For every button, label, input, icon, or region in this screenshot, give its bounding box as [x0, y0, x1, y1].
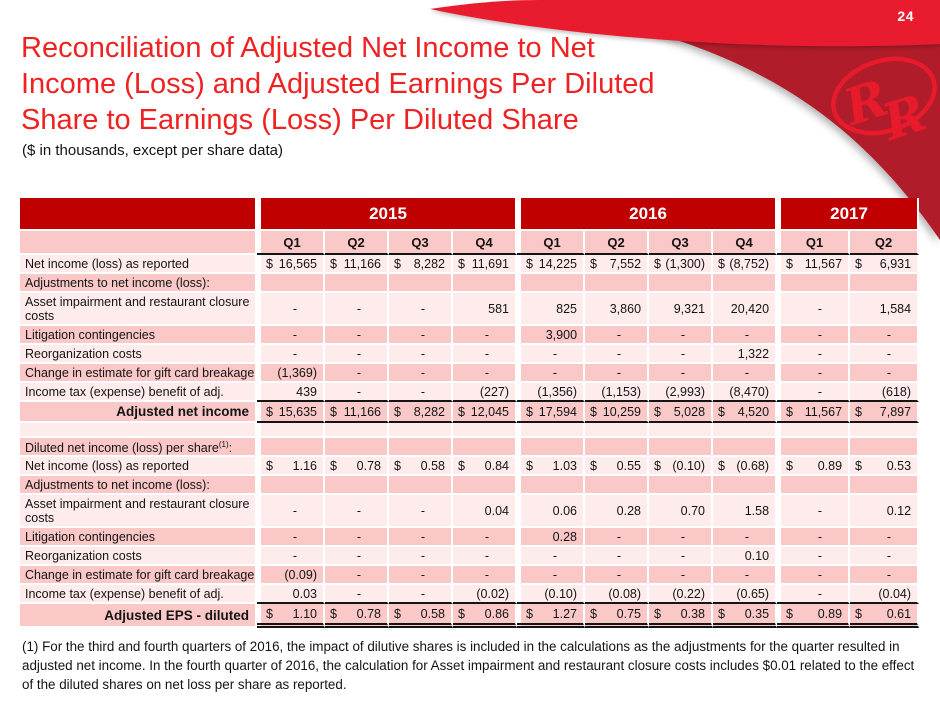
table-cell: 581 [453, 293, 517, 326]
table-cell [453, 423, 517, 438]
table-cell: - [649, 364, 713, 383]
table-cell [325, 423, 389, 438]
table-cell: - [713, 364, 777, 383]
table-cell: 0.70 [649, 495, 713, 528]
table-cell: (1,153) [585, 383, 649, 402]
table-cell: - [261, 547, 325, 566]
financial-table [20, 198, 919, 628]
table-cell: - [389, 547, 453, 566]
table-cell: - [850, 566, 919, 585]
table-cell [781, 423, 850, 438]
footnote: (1) For the third and fourth quarters of 2016, the impact of dilutive shares is included in the calculations as the adjustments for the quarter resulted in adjusted net income. In the fourth quarter of 2016, the calculation for Asset impairment and restaurant closure costs includes $0.01 related to the effect of the diluted shares on net loss per share as reported. [22, 639, 915, 692]
table-cell: (8,470) [713, 383, 777, 402]
table-cell [713, 423, 777, 438]
table-cell [649, 438, 713, 457]
table-cell: $ 0.55 [585, 457, 649, 476]
table-cell: - [781, 326, 850, 345]
table-cell [521, 274, 585, 293]
table-cell: $ 12,045 [453, 402, 517, 423]
table-cell: $ 11,166 [325, 402, 389, 423]
quarter-header: Q1 [781, 231, 850, 255]
table-cell: - [389, 528, 453, 547]
table-row [20, 566, 919, 585]
table-row [20, 423, 919, 438]
table-cell: - [389, 585, 453, 604]
row-label: Litigation contingencies [20, 528, 257, 547]
table-cell: - [389, 566, 453, 585]
table-cell [713, 274, 777, 293]
table-cell: - [649, 326, 713, 345]
table-cell [521, 423, 585, 438]
quarter-header: Q3 [649, 231, 713, 255]
table-cell [521, 476, 585, 495]
table-cell: 0.06 [521, 495, 585, 528]
table-cell: - [781, 566, 850, 585]
table-cell [649, 476, 713, 495]
table-cell: - [585, 345, 649, 364]
table-cell: - [713, 326, 777, 345]
table-cell: - [325, 585, 389, 604]
table-cell [850, 438, 919, 457]
table-cell: - [585, 364, 649, 383]
table-row [20, 255, 919, 274]
table-cell: - [781, 495, 850, 528]
table-cell: $ 7,552 [585, 255, 649, 274]
row-label: Adjusted net income [20, 402, 257, 423]
table-cell: - [585, 528, 649, 547]
table-cell: 1.58 [713, 495, 777, 528]
quarter-header: Q2 [850, 231, 919, 255]
table-cell: $ (1,300) [649, 255, 713, 274]
table-cell: - [850, 364, 919, 383]
row-label: Change in estimate for gift card breakage [20, 364, 257, 383]
row-label: Net income (loss) as reported [20, 457, 257, 476]
table-cell: 0.28 [585, 495, 649, 528]
table-cell: $ 17,594 [521, 402, 585, 423]
table-row [20, 383, 919, 402]
quarter-header: Q2 [585, 231, 649, 255]
row-label: Reorganization costs [20, 345, 257, 364]
table-cell: $ 6,931 [850, 255, 919, 274]
table-cell: - [649, 566, 713, 585]
table-cell: $ 8,282 [389, 402, 453, 423]
table-cell: $ 0.61 [850, 604, 919, 628]
table-cell: 1,584 [850, 293, 919, 326]
table-cell: $ 1.16 [261, 457, 325, 476]
table-cell: - [850, 547, 919, 566]
table-cell: - [389, 364, 453, 383]
table-cell: - [649, 547, 713, 566]
table-cell [453, 274, 517, 293]
table-cell: $ 0.58 [389, 457, 453, 476]
table-cell [585, 476, 649, 495]
page-title-line-3: Share to Earnings (Loss) Per Diluted Share [21, 104, 579, 136]
table-cell [585, 423, 649, 438]
table-cell: $ 0.86 [453, 604, 517, 628]
table-cell: 0.12 [850, 495, 919, 528]
table-cell: - [649, 528, 713, 547]
table-cell: $ 0.75 [585, 604, 649, 628]
table-cell [521, 438, 585, 457]
table-cell [649, 274, 713, 293]
row-label: Reorganization costs [20, 547, 257, 566]
table-cell: $ 0.78 [325, 457, 389, 476]
table-cell: - [453, 547, 517, 566]
table-cell: $ 1.10 [261, 604, 325, 628]
table-cell [261, 274, 325, 293]
table-cell: - [781, 383, 850, 402]
table-cell [850, 274, 919, 293]
table-cell: - [781, 364, 850, 383]
table-cell: (0.08) [585, 585, 649, 604]
table-cell: $ 16,565 [261, 255, 325, 274]
table-cell: - [521, 566, 585, 585]
table-cell: - [521, 547, 585, 566]
page-number: 24 [897, 8, 914, 24]
table-cell: - [850, 326, 919, 345]
table-cell [453, 438, 517, 457]
table-cell [585, 438, 649, 457]
row-label: Litigation contingencies [20, 326, 257, 345]
table-cell [713, 476, 777, 495]
table-row [20, 274, 919, 293]
table-cell: $ 5,028 [649, 402, 713, 423]
table-cell: 20,420 [713, 293, 777, 326]
table-row [20, 293, 919, 326]
row-label: Income tax (expense) benefit of adj. [20, 383, 257, 402]
table-cell: 3,900 [521, 326, 585, 345]
table-cell: - [389, 495, 453, 528]
row-label: Asset impairment and restaurant closure costs [20, 495, 257, 528]
table-row [20, 495, 919, 528]
table-cell [713, 438, 777, 457]
table-cell: - [521, 345, 585, 364]
table-cell: - [261, 293, 325, 326]
table-cell: $ 14,225 [521, 255, 585, 274]
table-cell: 3,860 [585, 293, 649, 326]
table-cell: $ 0.58 [389, 604, 453, 628]
table-cell: $ 0.38 [649, 604, 713, 628]
svg-text:R: R [836, 67, 895, 137]
quarter-header: Q1 [521, 231, 585, 255]
table-cell: $ 0.53 [850, 457, 919, 476]
table-cell: - [850, 345, 919, 364]
table-cell: $ 0.89 [781, 604, 850, 628]
table-cell: - [649, 345, 713, 364]
table-cell: (0.65) [713, 585, 777, 604]
table-cell: - [325, 345, 389, 364]
table-cell: 1,322 [713, 345, 777, 364]
table-cell: (2,993) [649, 383, 713, 402]
table-cell: - [713, 566, 777, 585]
table-cell: - [781, 345, 850, 364]
table-cell: - [325, 364, 389, 383]
table-cell [649, 423, 713, 438]
table-cell: $ 7,897 [850, 402, 919, 423]
table-cell: 825 [521, 293, 585, 326]
table-cell: - [850, 528, 919, 547]
subtitle: ($ in thousands, except per share data) [22, 142, 283, 159]
table-cell: - [453, 326, 517, 345]
table-cell: - [389, 345, 453, 364]
table-row [20, 345, 919, 364]
table-cell: - [389, 293, 453, 326]
table-cell [389, 274, 453, 293]
row-label-header [20, 231, 257, 255]
table-cell: 0.28 [521, 528, 585, 547]
table-cell: $ 11,567 [781, 255, 850, 274]
quarter-header: Q2 [325, 231, 389, 255]
table-cell: - [261, 528, 325, 547]
table-cell: $ 11,567 [781, 402, 850, 423]
table-row [20, 528, 919, 547]
table-cell: 9,321 [649, 293, 713, 326]
table-cell: $ (8,752) [713, 255, 777, 274]
table-row [20, 457, 919, 476]
table-row [20, 476, 919, 495]
table-cell: (0.09) [261, 566, 325, 585]
table-cell [585, 274, 649, 293]
table-row [20, 402, 919, 423]
table-cell: - [781, 293, 850, 326]
row-label: Change in estimate for gift card breakage [20, 566, 257, 585]
table-cell: - [325, 383, 389, 402]
table-cell: 0.10 [713, 547, 777, 566]
table-cell: - [325, 326, 389, 345]
table-row [20, 604, 919, 628]
table-cell: - [521, 364, 585, 383]
table-cell: - [453, 528, 517, 547]
table-cell: (1,356) [521, 383, 585, 402]
page-title [21, 30, 655, 138]
table-row [20, 364, 919, 383]
table-cell: (618) [850, 383, 919, 402]
table-cell [781, 476, 850, 495]
table-cell: $ 11,166 [325, 255, 389, 274]
table-cell: $ 8,282 [389, 255, 453, 274]
table-cell: $ 0.35 [713, 604, 777, 628]
table-cell [261, 423, 325, 438]
table-row [20, 326, 919, 345]
table-cell: $ 15,635 [261, 402, 325, 423]
page-title-line-1: Reconciliation of Adjusted Net Income to Net [21, 32, 595, 64]
table-cell [389, 476, 453, 495]
table-cell: - [781, 528, 850, 547]
table-cell: (1,369) [261, 364, 325, 383]
table-cell: - [585, 566, 649, 585]
table-cell: - [261, 495, 325, 528]
table-cell: - [261, 345, 325, 364]
table-cell: $ 1.03 [521, 457, 585, 476]
table-cell: - [389, 326, 453, 345]
year-header-2016: 2016 [521, 198, 777, 231]
table-cell: (0.02) [453, 585, 517, 604]
table-cell: - [325, 293, 389, 326]
table-cell: (0.10) [521, 585, 585, 604]
quarter-header: Q4 [713, 231, 777, 255]
table-cell: - [453, 566, 517, 585]
table-cell: $ 0.78 [325, 604, 389, 628]
table-cell: $ 0.89 [781, 457, 850, 476]
table-cell [261, 438, 325, 457]
table-cell [453, 476, 517, 495]
quarter-header: Q1 [261, 231, 325, 255]
table-cell: - [389, 383, 453, 402]
table-cell [389, 438, 453, 457]
table-cell [850, 423, 919, 438]
table-cell: $ 4,520 [713, 402, 777, 423]
row-label: Net income (loss) as reported [20, 255, 257, 274]
table-cell: - [325, 547, 389, 566]
row-label [20, 423, 257, 438]
table-cell: - [781, 585, 850, 604]
quarter-header: Q4 [453, 231, 517, 255]
table-cell: - [325, 566, 389, 585]
table-cell [261, 476, 325, 495]
row-label: Income tax (expense) benefit of adj. [20, 585, 257, 604]
table-cell [389, 423, 453, 438]
corner-header [20, 198, 257, 231]
year-header-2017: 2017 [781, 198, 919, 231]
table-cell: - [261, 326, 325, 345]
table-cell: $ 1.27 [521, 604, 585, 628]
table-cell: 439 [261, 383, 325, 402]
table-cell: (227) [453, 383, 517, 402]
table-cell: 0.03 [261, 585, 325, 604]
table-cell: - [585, 326, 649, 345]
table-cell: - [781, 547, 850, 566]
svg-text:R: R [875, 82, 934, 152]
table-cell: - [325, 495, 389, 528]
table-cell: $ 11,691 [453, 255, 517, 274]
table-cell: - [453, 345, 517, 364]
table-cell [850, 476, 919, 495]
row-label: Adjusted EPS - diluted [20, 604, 257, 628]
table-row [20, 585, 919, 604]
table-row [20, 547, 919, 566]
table-cell: 0.04 [453, 495, 517, 528]
row-label: Diluted net income (loss) per share$^{(1)}$: [20, 438, 257, 457]
row-label: Adjustments to net income (loss): [20, 476, 257, 495]
quarter-header: Q3 [389, 231, 453, 255]
table-cell [781, 438, 850, 457]
table-cell: (0.04) [850, 585, 919, 604]
year-header-2015: 2015 [261, 198, 517, 231]
table-cell: $ 10,259 [585, 402, 649, 423]
table-row [20, 438, 919, 457]
table-cell [325, 274, 389, 293]
page-title-line-2: Income (Loss) and Adjusted Earnings Per Diluted [21, 68, 655, 100]
table-cell: - [585, 547, 649, 566]
table-cell [781, 274, 850, 293]
table-cell: $ (0.68) [713, 457, 777, 476]
table-cell: (0.22) [649, 585, 713, 604]
table-cell [325, 476, 389, 495]
table-cell: $ (0.10) [649, 457, 713, 476]
table-cell: $ 0.84 [453, 457, 517, 476]
row-label: Asset impairment and restaurant closure costs [20, 293, 257, 326]
table-cell: - [713, 528, 777, 547]
table-cell: - [325, 528, 389, 547]
table-cell: - [453, 364, 517, 383]
table-cell [325, 438, 389, 457]
row-label: Adjustments to net income (loss): [20, 274, 257, 293]
